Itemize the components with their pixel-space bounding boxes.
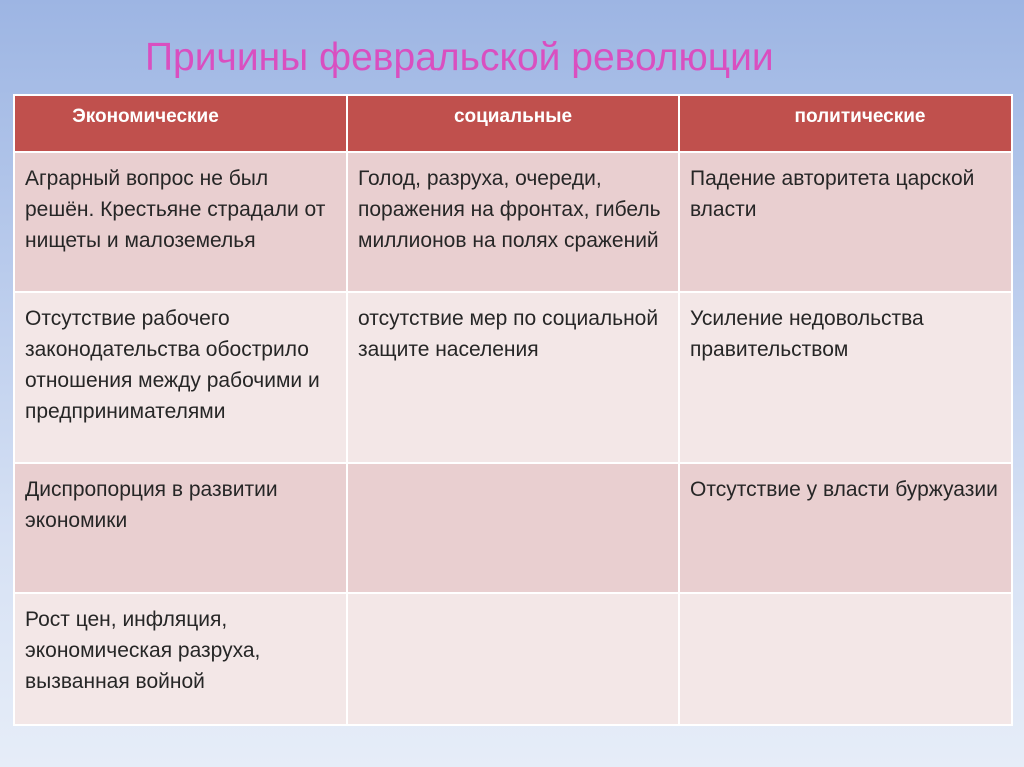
table-cell [679, 463, 1012, 593]
table-header-row [14, 95, 1012, 152]
cell-text: Диспропорция в развитии экономики [25, 478, 278, 532]
header-economic: Экономические [14, 95, 347, 152]
cell-text: Отсутствие рабочего законодательства обострило отношения между рабочими и предпринимателями [25, 307, 320, 423]
cell-text: Рост цен, инфляция, экономическая разруха, вызванная войной [25, 608, 261, 693]
table-cell [347, 292, 679, 463]
table-cell [347, 152, 679, 292]
cell-text: Усиление недовольства правительством [690, 307, 924, 361]
table-cell [14, 593, 347, 725]
table-row [14, 463, 1012, 593]
header-social: социальные [347, 95, 679, 152]
table-cell [679, 152, 1012, 292]
header-political: политические [679, 95, 1012, 152]
table-cell [679, 292, 1012, 463]
table-row [14, 292, 1012, 463]
cell-text: Аграрный вопрос не был решён. Крестьяне страдали от нищеты и малоземелья [25, 167, 326, 252]
table-cell [14, 152, 347, 292]
table-cell [347, 593, 679, 725]
causes-table [13, 94, 1013, 726]
cell-text: Отсутствие у власти буржуазии [690, 478, 998, 501]
table-cell [347, 463, 679, 593]
cell-text: отсутствие мер по социальной защите населения [358, 307, 659, 361]
table-cell [14, 292, 347, 463]
table-cell [679, 593, 1012, 725]
table-row [14, 152, 1012, 292]
cell-text: Падение авторитета царской власти [690, 167, 975, 221]
table-row [14, 593, 1012, 725]
table-cell [14, 463, 347, 593]
cell-text: Голод, разруха, очереди, поражения на фронтах, гибель миллионов на полях сражений [358, 167, 661, 252]
slide-title: Причины февральской революции [145, 36, 774, 79]
